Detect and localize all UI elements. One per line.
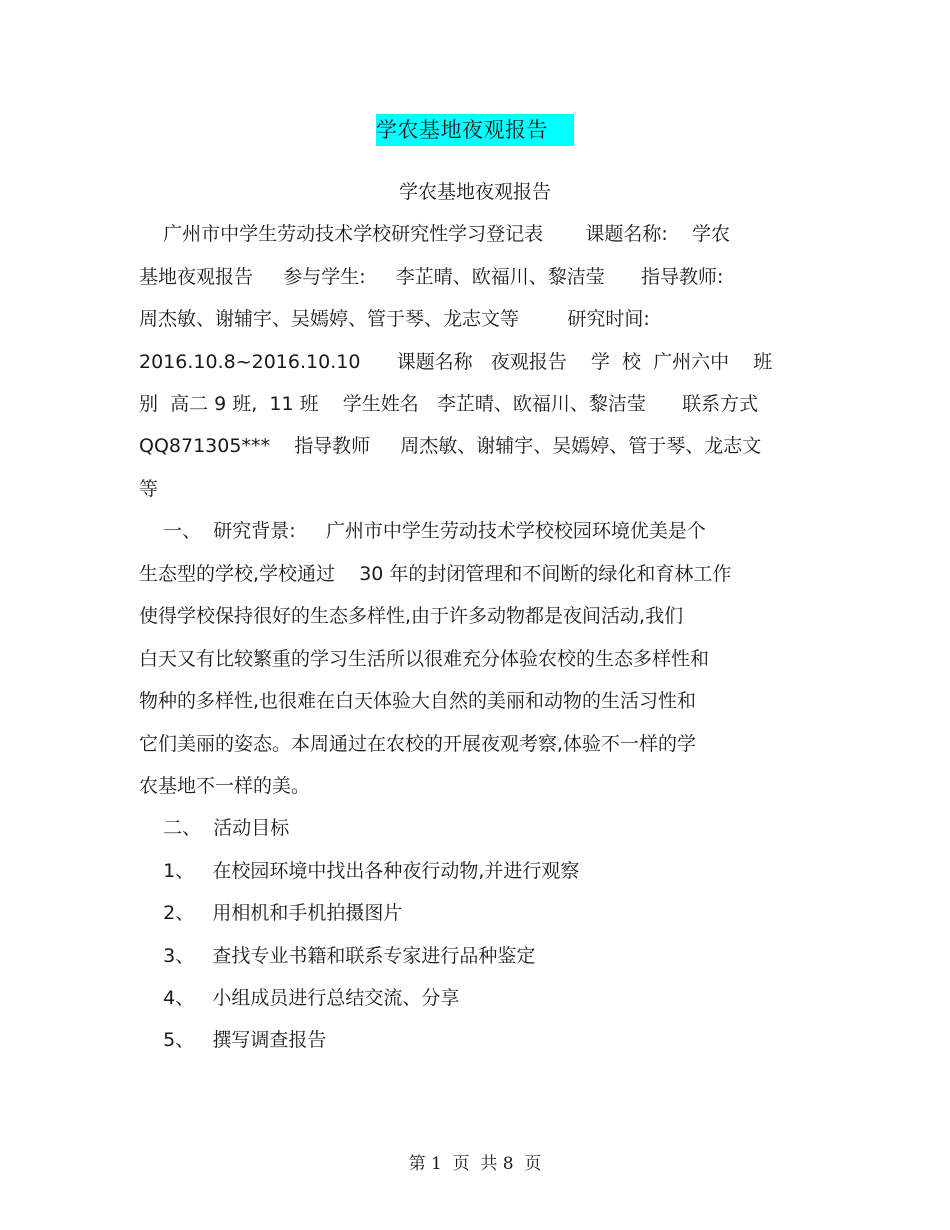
section-heading-background: 一、 研究背景: 广州市中学生劳动技术学校校园环境优美是个: [139, 520, 706, 542]
body-line: 农基地不一样的美。: [139, 775, 311, 797]
section-heading-goals: 二、 活动目标: [139, 817, 290, 839]
body-line: 基地夜观报告 参与学生: 李芷晴、欧福川、黎洁莹 指导教师:: [139, 266, 724, 288]
body-line: 等: [139, 478, 159, 500]
body-line: 生态型的学校,学校通过 30 年的封闭管理和不间断的绿化和育林工作: [139, 563, 732, 585]
body-line: 2016.10.8~2016.10.10 课题名称 夜观报告 学 校 广州六中 班: [139, 351, 773, 373]
body-line: 周杰敏、谢辅宇、吴嫣婷、管于琴、龙志文等 研究时间:: [139, 308, 650, 330]
list-item: 5、 撰写调查报告: [139, 1029, 327, 1051]
body-line: 别 高二 9 班, 11 班 学生姓名 李芷晴、欧福川、黎洁莹 联系方式: [139, 393, 759, 415]
body-line: QQ871305*** 指导教师 周杰敏、谢辅宇、吴嫣婷、管于琴、龙志文: [139, 435, 762, 457]
body-line: 物种的多样性,也很难在白天体验大自然的美丽和动物的生活习性和: [139, 690, 697, 712]
page-footer: 第 1 页 共 8 页: [408, 1154, 542, 1174]
document-subtitle: 学农基地夜观报告: [398, 181, 551, 203]
body-line: 它们美丽的姿态。本周通过在农校的开展夜观考察,体验不一样的学: [139, 733, 697, 755]
body-line: 广州市中学生劳动技术学校研究性学习登记表 课题名称: 学农: [139, 223, 730, 245]
document-title: 学农基地夜观报告: [376, 114, 574, 146]
list-item: 1、 在校园环境中找出各种夜行动物,并进行观察: [139, 860, 580, 882]
list-item: 3、 查找专业书籍和联系专家进行品种鉴定: [139, 945, 536, 967]
body-line: 使得学校保持很好的生态多样性,由于许多动物都是夜间活动,我们: [139, 605, 684, 627]
list-item: 4、 小组成员进行总结交流、分享: [139, 987, 460, 1009]
list-item: 2、 用相机和手机拍摄图片: [139, 902, 403, 924]
body-line: 白天又有比较繁重的学习生活所以很难充分体验农校的生态多样性和: [139, 648, 710, 670]
